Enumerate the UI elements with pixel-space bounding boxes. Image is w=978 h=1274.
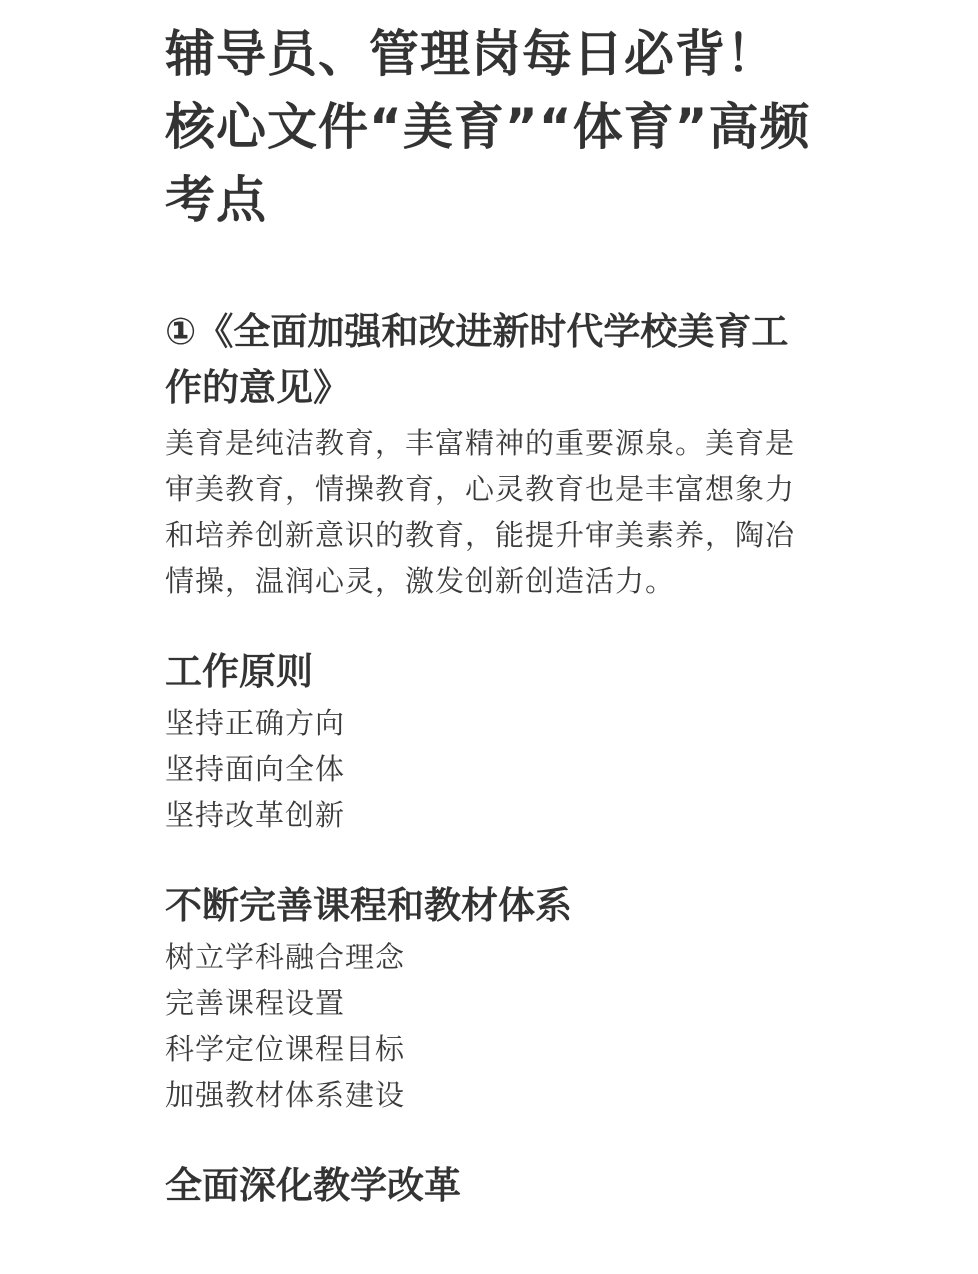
page-title: 辅导员、管理岗每日必背！核心文件“美育”“体育”高频考点 [165,25,811,229]
list-item: 坚持正确方向 [165,706,346,740]
list-item: 完善课程设置 [165,986,346,1020]
list-item: 坚持面向全体 [165,752,346,786]
item-list [165,934,815,1118]
list-item: 加强教材体系建设 [165,1078,406,1112]
document-paragraph: 美育是纯洁教育，丰富精神的重要源泉。美育是审美教育，情操教育，心灵教育也是丰富想象力和培养创新意识的教育，能提升审美素养，陶冶情操，温润心灵，激发创新创造活力。 [165,426,796,598]
list-item: 树立学科融合理念 [165,940,406,974]
list-item: 科学定位课程目标 [165,1032,406,1066]
section-teaching-reform [165,1158,815,1214]
section-principles [165,644,815,838]
item-list [165,700,815,838]
section-heading: 工作原则 [165,650,313,693]
section-curriculum [165,878,815,1118]
article [165,18,815,1214]
document-heading: ①《全面加强和改进新时代学校美育工作的意见》 [165,310,789,409]
section-heading: 全面深化教学改革 [165,1164,461,1207]
list-item: 坚持改革创新 [165,798,346,832]
section-heading: 不断完善课程和教材体系 [165,884,572,927]
